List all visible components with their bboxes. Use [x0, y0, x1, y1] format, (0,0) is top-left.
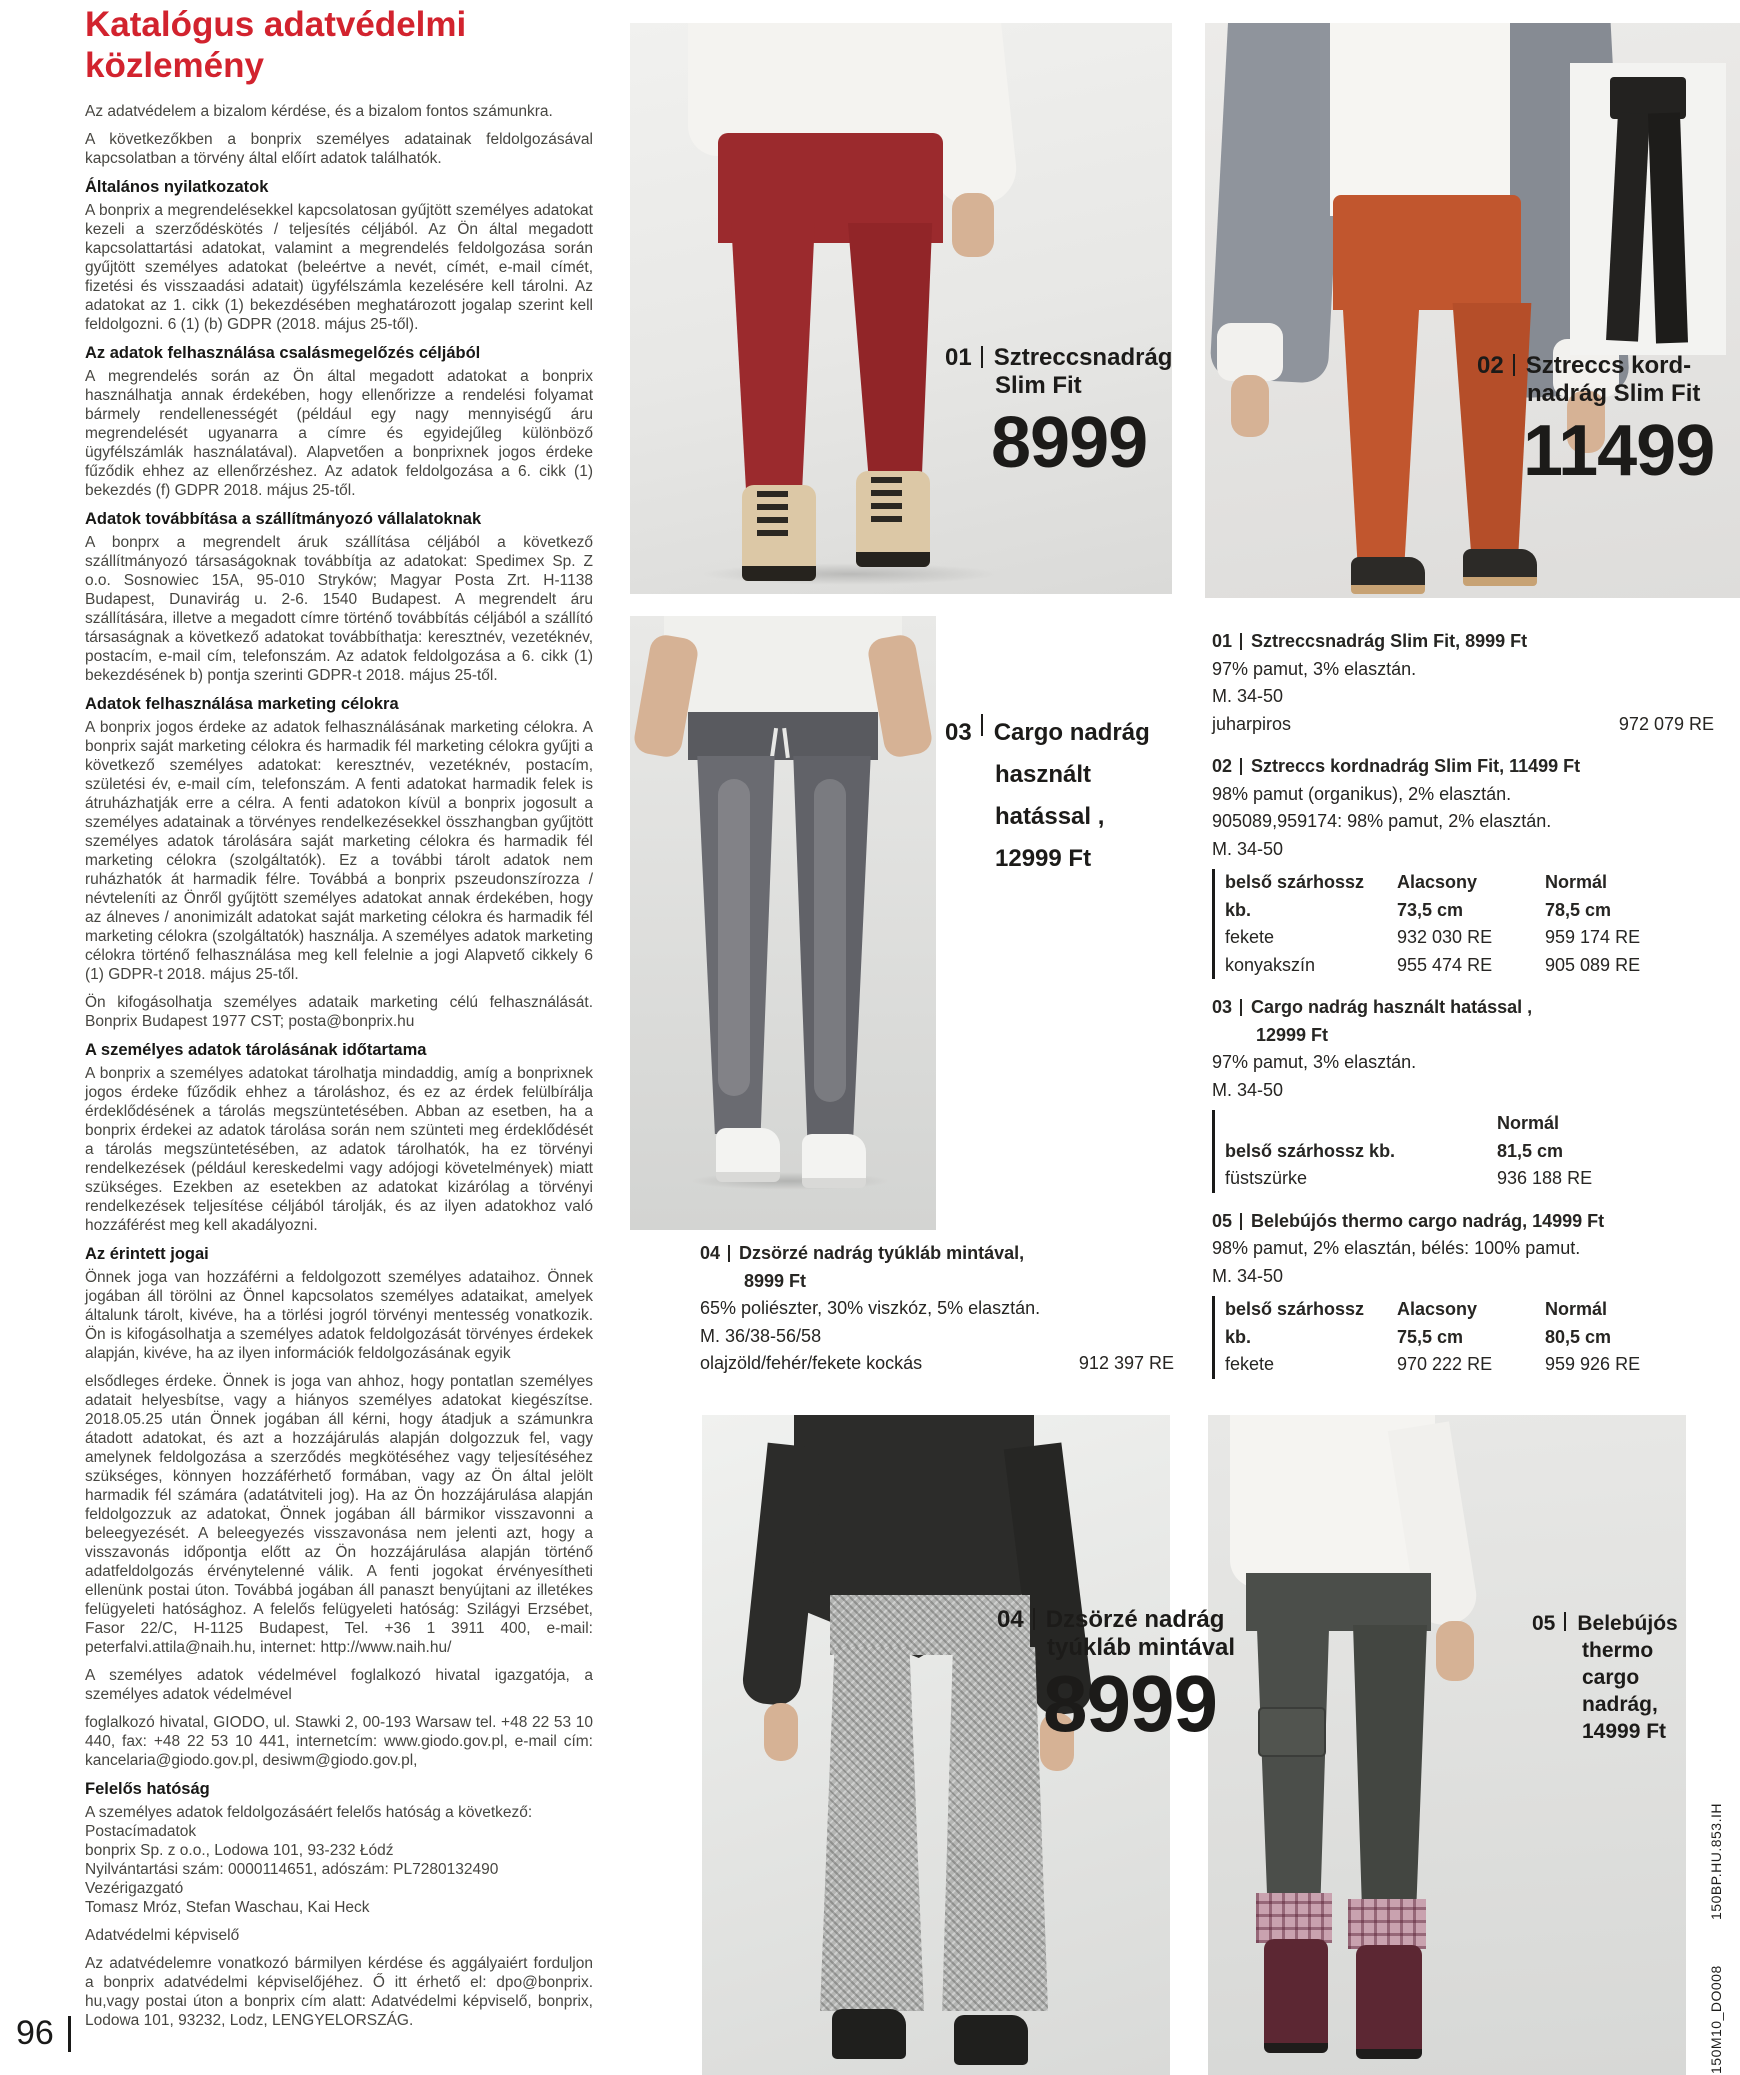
- color-name: olajzöld/fehér/fekete kockás: [700, 1353, 923, 1373]
- product-number: 04: [700, 1243, 721, 1263]
- product-name-line3: hatással ,: [995, 803, 1105, 830]
- paragraph-objection: Ön kifogásolhatja személyes adataik marketing célú felhasználását. Bonprix Budapest 1977 CST; posta@bonprix.hu: [85, 994, 593, 1030]
- table-order-code: 959 926 RE: [1545, 1354, 1641, 1374]
- caption-product-01: [945, 344, 1173, 483]
- authority-line: bonprix Sp. z o.o., Lodowa 101, 93-232 Łódź: [85, 1842, 394, 1859]
- table-header-label: belső szárhossz: [1225, 1299, 1365, 1319]
- product-title: Sztreccs kordnadrág Slim Fit, 11499 Ft: [1251, 756, 1581, 776]
- detail-01-title-line: [1212, 628, 1714, 656]
- order-code: 912 397 RE: [1078, 1353, 1174, 1373]
- paragraph-storage: A bonprix a személyes adatokat tárolhatja mindaddig, amíg a bonprixnek jogos érdeke fűződik ehhez a tároláshoz, és ez az érdek felülbírálja érdeklődésének a tárolás megszüntetésében. Abban az esetben, ha a bonprix érdekei az adatok tárolása során nem szünteti meg érdeklődését a tárolás megszüntetésében, az adatok tárolhatók, ha ez törvényi rendelkezések (például kereskedelmi vagy adójogi követelmények) miatt szükséges. Ezekben az esetekben az adatokat kizárólag a törvényi rendelkezések teljesítése céljából tárolják, és az ilyen adatokhoz való hozzáférést meg kell akadályozni.: [85, 1065, 593, 1234]
- model-hand: [952, 193, 994, 257]
- order-code: 972 079 RE: [1618, 713, 1714, 734]
- cargo-trousers-right-leg: [1346, 1625, 1434, 1905]
- size-table-05: [1212, 1296, 1714, 1379]
- heading-storage: A személyes adatok tárolásának időtartama: [85, 1041, 427, 1059]
- table-length-value: 81,5 cm: [1497, 1140, 1564, 1161]
- table-length-col2: 78,5 cm: [1545, 899, 1612, 920]
- table-color-name: konyakszín: [1225, 954, 1316, 975]
- authority-line: Vezérigazgató: [85, 1880, 184, 1897]
- houndstooth-left-leg: [820, 1647, 924, 2011]
- product-name-line2: thermo: [1582, 1639, 1654, 1662]
- table-header-label2: kb.: [1225, 899, 1252, 920]
- beige-boot-left: [742, 485, 816, 581]
- price-value: 11499: [1523, 411, 1715, 491]
- product-number: 04: [997, 1606, 1024, 1633]
- caption-01-name-line: [945, 344, 1172, 371]
- authority-line: A személyes adatok feldolgozásáért felelős hatóság a következő:: [85, 1804, 533, 1821]
- black-loafer-right: [954, 2015, 1028, 2065]
- paragraph-general: A bonprix a megrendelésekkel kapcsolatosan gyűjtött személyes adatokat kezeli a szerződéskötés / teljesítés céljából. Az Ön által megadott kapcsolattartási adatokat, valamint a megrendelés feldolgozása során gyűjtött személyes adatokat (beleértve a nevét, címét, e-mail címét, fizetési és visszaadási adatait) ügyfélszámla kezelésére kell tárolni. Az adatokat az 1. cikk (1) bekezdésében meghatározott jogalap szerint kell feldolgozni. 6 (1) (b) GDPR (2018. május 25-től).: [85, 202, 593, 333]
- caption-04-name-line: [997, 1606, 1235, 1633]
- heading-rights: Az érintett jogai: [85, 1245, 209, 1263]
- detail-block-05: [1212, 1208, 1714, 1379]
- grey-jeans-left-leg: [692, 756, 780, 1134]
- item-04-material: 65% poliészter, 30% viszkóz, 5% elasztán.: [700, 1298, 1041, 1318]
- authority-address-block: [85, 1803, 593, 1917]
- detail-block-02: [1212, 753, 1714, 979]
- red-trousers-right-leg: [835, 223, 943, 489]
- product-title: Sztreccsnadrág Slim Fit, 8999 Ft: [1251, 631, 1528, 651]
- item-04-sizes: M. 36/38-56/58: [700, 1325, 822, 1346]
- product-name: Sztreccsnadrág: [993, 344, 1173, 371]
- beige-boot-right: [856, 471, 930, 567]
- product-name-line2: Slim Fit: [995, 372, 1082, 399]
- price-value: 8999: [1043, 1659, 1217, 1748]
- table-order-code: 959 174 RE: [1545, 927, 1641, 947]
- page-number-value: 96: [16, 2014, 54, 2052]
- detail-01-sizes: M. 34-50: [1212, 686, 1284, 706]
- detail-03-title-line: [1212, 994, 1714, 1022]
- caption-divider-bar: [1033, 1608, 1035, 1630]
- caption-05-name-line: [1532, 1610, 1678, 1637]
- plaid-cuff-right: [1348, 1899, 1426, 1949]
- page-number-divider-bar: [68, 2016, 71, 2052]
- title-divider-bar: [1240, 1213, 1242, 1230]
- title-divider-bar: [1240, 758, 1242, 775]
- photo-product-03-grey-cargo-jeans: [630, 616, 936, 1230]
- product-title: Dzsörzé nadrág tyúkláb mintával,: [739, 1243, 1025, 1263]
- product-name-line3: cargo: [1582, 1666, 1640, 1689]
- detail-03-price-line: 12999 Ft: [1256, 1024, 1329, 1045]
- product-name-line2: nadrág Slim Fit: [1527, 380, 1701, 407]
- black-trousers-left-leg: [1606, 112, 1650, 341]
- product-title: Cargo nadrág használt hatással ,: [1251, 997, 1533, 1017]
- heading-authority: Felelős hatóság: [85, 1780, 210, 1798]
- caption-product-02: [1477, 352, 1715, 491]
- burgundy-boot-right: [1356, 1945, 1422, 2059]
- product-name-line2: használt: [995, 761, 1092, 788]
- white-top: [1330, 23, 1510, 216]
- detail-02-sizes: M. 34-50: [1212, 838, 1284, 859]
- model-hand-left: [1231, 375, 1269, 437]
- heading-marketing: Adatok felhasználása marketing célokra: [85, 695, 399, 713]
- item-04-color-row: [700, 1350, 1174, 1378]
- detail-03-material: 97% pamut, 3% elasztán.: [1212, 1052, 1417, 1072]
- product-name: Cargo nadrág: [993, 719, 1150, 746]
- product-number: 02: [1212, 756, 1233, 776]
- caption-product-04: [997, 1606, 1236, 1748]
- table-length-label: belső szárhossz kb.: [1225, 1140, 1396, 1161]
- photo-product-01-red-trousers: [630, 23, 1172, 594]
- cargo-trousers-left-leg: [1250, 1625, 1336, 1899]
- black-clog-right: [1463, 549, 1537, 586]
- table-length-col1: 73,5 cm: [1397, 899, 1464, 920]
- table-header-col2: Normál: [1545, 872, 1608, 892]
- page-number: [16, 2014, 71, 2053]
- product-number: 01: [945, 344, 972, 371]
- table-header-col: Normál: [1497, 1113, 1560, 1133]
- black-clog-left: [1351, 557, 1425, 594]
- caption-product-03: [945, 712, 1150, 880]
- product-number: 02: [1477, 352, 1504, 379]
- title-divider-bar: [728, 1245, 730, 1262]
- table-order-code: 905 089 RE: [1545, 954, 1641, 975]
- detail-01-color-row: [1212, 711, 1714, 739]
- table-header-col2: Normál: [1545, 1299, 1608, 1319]
- burgundy-boot-left: [1264, 1939, 1328, 2053]
- product-number: 03: [1212, 997, 1233, 1017]
- legal-intro-2: A következőkben a bonprix személyes adatainak feldolgozásával kapcsolatban a törvény által előírt adatok találhatók.: [85, 131, 593, 167]
- paragraph-rights-1: Önnek joga van hozzáférni a feldolgozott személyes adataihoz. Önnek jogában áll törölni az Önnel kapcsolatos személyes adataikat, amelyek általunk tárolt, kivéve, ha a törlési jogról törvényi mentesség vonatkozik. Ön is kifogásolhatja a személyes adatok feldolgozását törvényes érdekek alapján, kivéve, ha az ilyen információk feldolgozásának egyik: [85, 1269, 593, 1362]
- photo-product-02-rust-cord-trousers: [1205, 23, 1740, 598]
- red-trousers-left-leg: [718, 223, 828, 501]
- paragraph-rights-2: elsődleges érdeke. Önnek is joga van ahhoz, hogy pontatlan személyes adatait helyesbítse, vagy a hiányos személyes adatokat kiegészítse. 2018.05.25 után Önnek jogában áll kérni, hogy átadjuk a számunkra átadott adatokat, és azt a hozzájárulás alapján dolgozzuk fel, vagy amelynek feldolgozása a szerződés megkötéséhez vagy teljesítéséhez szükséges, könnyen hozzáférhető formában, vagy az Ön által jelölt harmadik fél számára (adatátviteli jog). Ha az Ön hozzájárulása alapján feldolgozzuk az adatokat, Önnek jogában áll bármikor visszavonni a beleegyezését. A beleegyezés visszavonása nem jelenti azt, hogy a visszavonás időpontja előtt az Ön hozzájárulása alapján történő adatfeldolgozás érvénytelenné válik. A fenti jogokat érvényesítheti ellenünk postai úton. Továbbá jogában áll panaszt benyújtani az illetékes felügyeleti hatósághoz. A felelős felügyeleti hatóság: Szilágyi Erzsébet, Fasor 22/C, H-1125 Budapest, Tel. +36 1 3911 400, e-mail: peterfalvi.attila@naih.hu, internet: http://www.naih.hu/: [85, 1373, 593, 1656]
- paragraph-dpo: Az adatvédelemre vonatkozó bármilyen kérdése és aggályaiért forduljon a bonprix adatvédelmi képviselőjéhez. Ő itt érhető el: dpo@bonprix. hu,vagy postai úton a bonprix cím alatt: Adatvédelmi képviselő, bonprix, Lodowa 101, 93232, Lodz, LENGYELORSZÁG.: [85, 1955, 593, 2029]
- plaid-cuff-left: [1256, 1893, 1332, 1943]
- sleeve-cuff-left: [1217, 323, 1283, 381]
- table-length-col2: 80,5 cm: [1545, 1326, 1612, 1347]
- item-04-title-line: [700, 1240, 1174, 1268]
- heading-fraud: Az adatok felhasználása csalásmegelőzés céljából: [85, 344, 481, 362]
- table-header-label: belső szárhossz: [1225, 872, 1365, 892]
- cargo-trousers-waist: [1246, 1573, 1431, 1631]
- authority-line: Postacímadatok: [85, 1823, 197, 1840]
- table-header-col1: Alacsony: [1397, 1299, 1478, 1319]
- detail-block-01: [1212, 628, 1714, 738]
- detail-03-sizes: M. 34-50: [1212, 1079, 1284, 1100]
- table-color-name: füstszürke: [1225, 1168, 1308, 1188]
- title-divider-bar: [1240, 999, 1242, 1016]
- inset-black-trousers-photo: [1570, 63, 1726, 355]
- paragraph-office-2: foglalkozó hivatal, GIODO, ul. Stawki 2, 00-193 Warsaw tel. +48 22 53 10 440, fax: +48 22 53 10 441, internetcím: www.giodo.gov.pl, e-mail cím: kancelaria@giodo.gov.pl, desiwm@giodo.gov.pl,: [85, 1714, 593, 1769]
- product-number: 01: [1212, 631, 1233, 651]
- page-title: Katalógus adatvédelmi közlemény: [85, 5, 467, 85]
- caption-02-name-line: [1477, 352, 1714, 379]
- table-order-code: 970 222 RE: [1397, 1354, 1493, 1374]
- heading-general: Általános nyilatkozatok: [85, 178, 269, 196]
- detail-02-material2: 905089,959174: 98% pamut, 2% elasztán.: [1212, 811, 1552, 831]
- size-table-03: [1212, 1110, 1714, 1193]
- table-length-col1: 75,5 cm: [1397, 1326, 1464, 1347]
- product-number: 03: [945, 719, 972, 746]
- item-04-price-line: 8999 Ft: [744, 1270, 807, 1291]
- margin-code-top: 150BP.HU.853.IH: [1708, 1803, 1724, 1920]
- legal-column: [85, 4, 593, 2039]
- white-tee: [664, 616, 902, 714]
- product-name-line2: tyúkláb mintával: [1047, 1634, 1236, 1661]
- table-header-label2: kb.: [1225, 1326, 1252, 1347]
- table-order-code: 936 188 RE: [1497, 1168, 1593, 1188]
- size-table-02: [1212, 869, 1714, 979]
- legal-intro-1: Az adatvédelem a bizalom kérdése, és a bizalom fontos számunkra.: [85, 103, 553, 120]
- product-name: Dzsörzé nadrág: [1045, 1606, 1225, 1633]
- caption-03-name-line: [945, 712, 1150, 754]
- model-hand-left: [764, 1703, 798, 1761]
- title-divider-bar: [1240, 633, 1242, 650]
- detail-05-title-line: [1212, 1208, 1714, 1236]
- product-title: Belebújós thermo cargo nadrág, 14999 Ft: [1251, 1210, 1605, 1231]
- authority-line: Nyilvántartási szám: 0000114651, adószám: PL7280132490: [85, 1861, 499, 1878]
- table-order-code: 955 474 RE: [1397, 954, 1493, 975]
- product-number: 05: [1212, 1210, 1233, 1231]
- dpo-label: Adatvédelmi képviselő: [85, 1927, 240, 1944]
- white-sneaker-right: [802, 1134, 866, 1188]
- color-name: juharpiros: [1212, 713, 1292, 734]
- table-header-col1: Alacsony: [1397, 872, 1478, 892]
- black-loafer-left: [832, 2009, 906, 2059]
- price-line: 14999 Ft: [1582, 1720, 1667, 1743]
- paragraph-marketing: A bonprix jogos érdeke az adatok felhasználásának marketing célokra. A bonprix saját marketing célokra és harmadik fél marketing célokra gyűjti a következő személyes adatokat: keresztnév, vezetéknév, postacím, születési év, e-mail cím, telefonszám. A fenti adatokat harmadik felek is átruházhatják erre a célra. A fenti adatokon kívül a bonprix jogosult a személyes adatainak a törvényes rendelkezésekkel összhangban gyűjtött személyes adatok tárolására saját marketing célokra és harmadik fél marketing célokra (szolgáltatók). Ez a további tárolt adatok nem ruházhatók át harmadik félre. Továbbá a bonprix pszeudonszírozza / névteleníti az Önről gyűjtött személyes adatokat annak érdekében, hogy az álneves / anonimizált adatokat saját marketing célokra és harmadik fél marketing célokra (szolgáltatók) használja. A személyes adatok marketing célokra történő felhasználása meg kell felelnie a jogi Alapvető cikkely 6 (1) GDPR-t 2018. május 25-től.: [85, 719, 593, 983]
- cargo-pocket: [1258, 1707, 1326, 1757]
- product-number: 05: [1532, 1612, 1556, 1635]
- item-04-description: [700, 1240, 1174, 1378]
- caption-divider-bar: [1564, 1612, 1566, 1631]
- heading-carriers: Adatok továbbítása a szállítmányozó vállalatoknak: [85, 510, 482, 528]
- model-hand: [1436, 1621, 1474, 1681]
- detail-block-03: [1212, 994, 1714, 1193]
- detail-02-title-line: [1212, 753, 1714, 781]
- caption-divider-bar: [1513, 354, 1515, 376]
- product-name: Belebújós: [1577, 1612, 1678, 1635]
- price-value: 8999: [991, 403, 1148, 483]
- rust-trousers-hip: [1333, 195, 1521, 310]
- paragraph-carriers: A bonprx a megrendelt áruk szállítása céljából a következő szállítmányozó társaságoknak továbbítja az adatokat: Spedimex Sp. Z o.o. Sosnowiec 15A, 95-010 Stryków; Magyar Posta Zrt. H-1138 Budapest, Dunavirág u. 2-6. 1540 Budapest. A megrendelt áru szállítására, illetve a megadott címre történő továbbítás céljából a szállító társaságnak a következő adatokat továbbíthatja: keresztnév, vezetéknév, postacím, e-mail cím, telefonszám. Az adatok feldolgozása a 6. cikk (1) bekezdésének b) pontja szerinti GDPR-t 2018. május 25-től.: [85, 534, 593, 684]
- black-trousers-right-leg: [1648, 113, 1688, 344]
- grey-jeans-right-leg: [788, 756, 876, 1140]
- paragraph-fraud: A megrendelés során az Ön által megadott adatokat a bonprix használhatja annak érdekében, hogy ellenőrizze a rendelési folyamat bármely rendellenességét (például egy nagy mennyiségű áru megrendelését ugyanarra a címre és egyidejűleg különböző ügyfélszámlák használatával). Alapvetően a bonprixnek jogos érdeke fűződik ehhez az ellenőrzéshez. Az adatok feldolgozása a 6. cikk (1) bekezdés (f) GDPR 2018. május 25-től.: [85, 368, 593, 499]
- table-header-empty: [1225, 1110, 1497, 1138]
- detail-01-material: 97% pamut, 3% elasztán.: [1212, 658, 1417, 679]
- product-name: Sztreccs kord-: [1525, 352, 1692, 379]
- table-color-name: fekete: [1225, 1354, 1275, 1374]
- margin-code-bottom: 150M10_DO008: [1708, 1965, 1724, 2074]
- product-details-column: [1212, 628, 1714, 1394]
- caption-divider-bar: [981, 346, 983, 368]
- rust-trousers-left-leg: [1333, 303, 1429, 571]
- white-sneaker-left: [716, 1128, 780, 1182]
- price-line: 12999 Ft: [995, 845, 1092, 872]
- table-color-name: fekete: [1225, 927, 1275, 947]
- table-order-code: 932 030 RE: [1397, 927, 1493, 947]
- detail-05-material: 98% pamut, 2% elasztán, bélés: 100% pamut.: [1212, 1238, 1581, 1258]
- caption-product-05: [1532, 1610, 1678, 1745]
- authority-line: Tomasz Mróz, Stefan Waschau, Kai Heck: [85, 1899, 370, 1916]
- photo-product-05-thermo-cargo-trousers: [1208, 1415, 1686, 2075]
- product-name-line4: nadrág,: [1582, 1693, 1658, 1716]
- detail-05-sizes: M. 34-50: [1212, 1265, 1284, 1286]
- detail-02-material: 98% pamut (organikus), 2% elasztán.: [1212, 783, 1512, 804]
- paragraph-office-1: A személyes adatok védelmével foglalkozó hivatal igazgatója, a személyes adatok védelmével: [85, 1667, 593, 1703]
- caption-divider-bar: [981, 714, 983, 736]
